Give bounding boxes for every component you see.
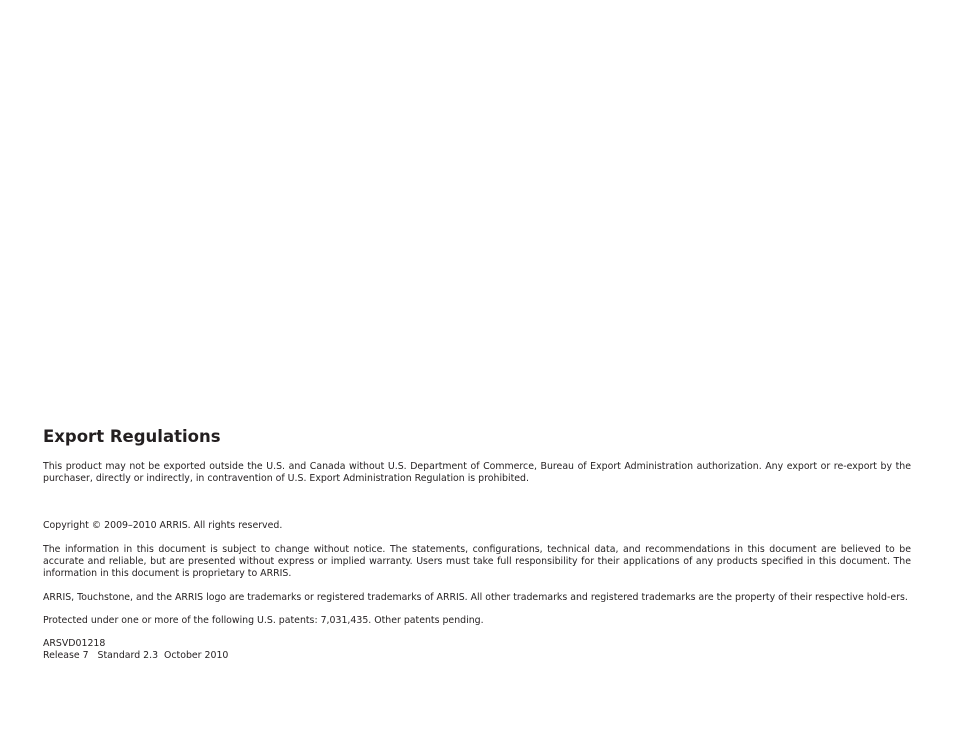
legal-notice-section bbox=[43, 426, 911, 662]
copyright-notice: Copyright © 2009–2010 ARRIS. All rights reserved. bbox=[43, 520, 283, 531]
document-number: ARSVD01218 bbox=[43, 638, 106, 649]
export-regulations-heading: Export Regulations bbox=[43, 427, 221, 446]
release-info: Release 7 Standard 2.3 October 2010 bbox=[43, 650, 229, 661]
information-disclaimer: The information in this document is subject to change without notice. The statements, configurations, technical data, and recommendations in this document are believed to be accurate and reliable, but are presented without express or implied warranty. Users must take full responsibility for their applications of any products specified in this document. The information in this document is proprietary to ARRIS. bbox=[43, 544, 911, 579]
export-regulations-text: This product may not be exported outside the U.S. and Canada without U.S. Department of Commerce, Bureau of Export Administration authorization. Any export or re-export by the purchaser, directly or indirectly, in contravention of U.S. Export Administration Regulation is prohibited. bbox=[43, 461, 911, 484]
trademarks-notice: ARRIS, Touchstone, and the ARRIS logo are trademarks or registered trademarks of ARRIS. All other trademarks and registered trademarks are the property of their respective hold-ers. bbox=[43, 592, 908, 603]
patents-notice: Protected under one or more of the following U.S. patents: 7,031,435. Other patents pending. bbox=[43, 615, 484, 626]
